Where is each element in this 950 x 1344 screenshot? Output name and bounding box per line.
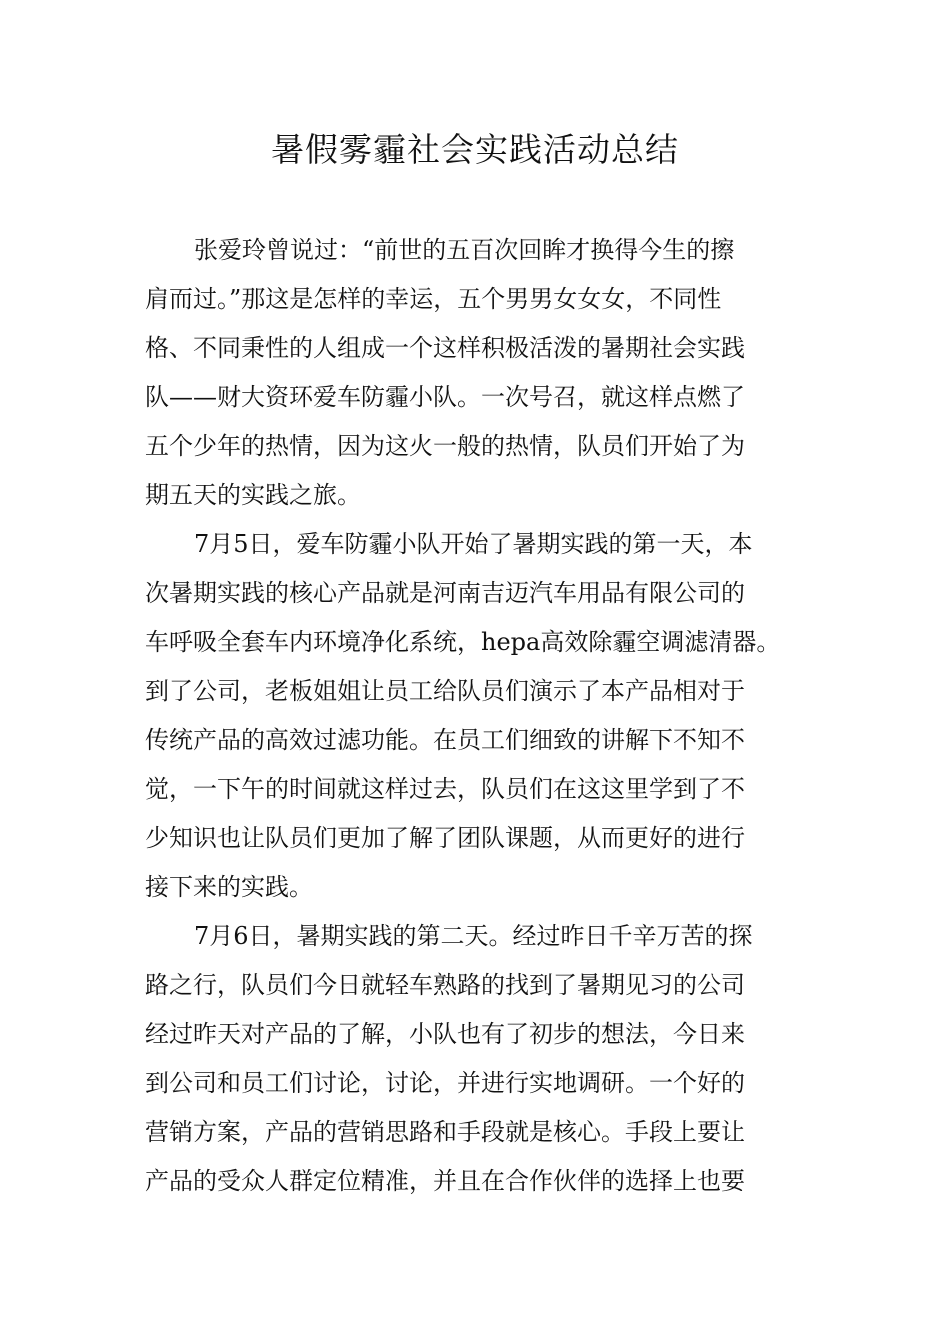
text-line: 产品的受众人群定位精准，并且在合作伙伴的选择上也要	[145, 1167, 745, 1195]
text-line: 觉，一下午的时间就这样过去，队员们在这这里学到了不	[145, 775, 745, 803]
text-line: 次暑期实践的核心产品就是河南吉迈汽车用品有限公司的	[145, 579, 745, 607]
text-line: 7月5日，爱车防霾小队开始了暑期实践的第一天，本	[194, 530, 753, 558]
document-title: 暑假雾霾社会实践活动总结	[271, 130, 679, 169]
text-line: 少知识也让队员们更加了解了团队课题，从而更好的进行	[145, 824, 745, 852]
text-line: 营销方案，产品的营销思路和手段就是核心。手段上要让	[145, 1118, 745, 1146]
paragraph-day-one	[145, 520, 810, 912]
text-line: 格、不同秉性的人组成一个这样积极活泼的暑期社会实践	[145, 334, 745, 362]
text-line: 张爱玲曾说过：“前世的五百次回眸才换得今生的擦	[194, 236, 735, 264]
text-line: 到了公司，老板姐姐让员工给队员们演示了本产品相对于	[145, 677, 745, 705]
text-line: 期五天的实践之旅。	[145, 481, 361, 509]
document-body	[145, 226, 810, 1206]
text-line: 经过昨天对产品的了解，小队也有了初步的想法，今日来	[145, 1020, 745, 1048]
text-line: 肩而过。”那这是怎样的幸运，五个男男女女女，不同性	[145, 285, 722, 313]
text-line: 到公司和员工们讨论，讨论，并进行实地调研。一个好的	[145, 1069, 745, 1097]
text-line: 路之行，队员们今日就轻车熟路的找到了暑期见习的公司	[145, 971, 745, 999]
text-line: 传统产品的高效过滤功能。在员工们细致的讲解下不知不	[145, 726, 745, 754]
text-line: 接下来的实践。	[145, 873, 313, 901]
text-line: 7月6日，暑期实践的第二天。经过昨日千辛万苦的探	[194, 922, 753, 950]
text-line: 车呼吸全套车内环境净化系统，hepa高效除霾空调滤清器。	[145, 628, 781, 656]
paragraph-day-two	[145, 912, 810, 1206]
paragraph-intro	[145, 226, 810, 520]
text-line: 队——财大资环爱车防霾小队。一次号召，就这样点燃了	[145, 383, 745, 411]
text-line: 五个少年的热情，因为这火一般的热情，队员们开始了为	[145, 432, 745, 460]
